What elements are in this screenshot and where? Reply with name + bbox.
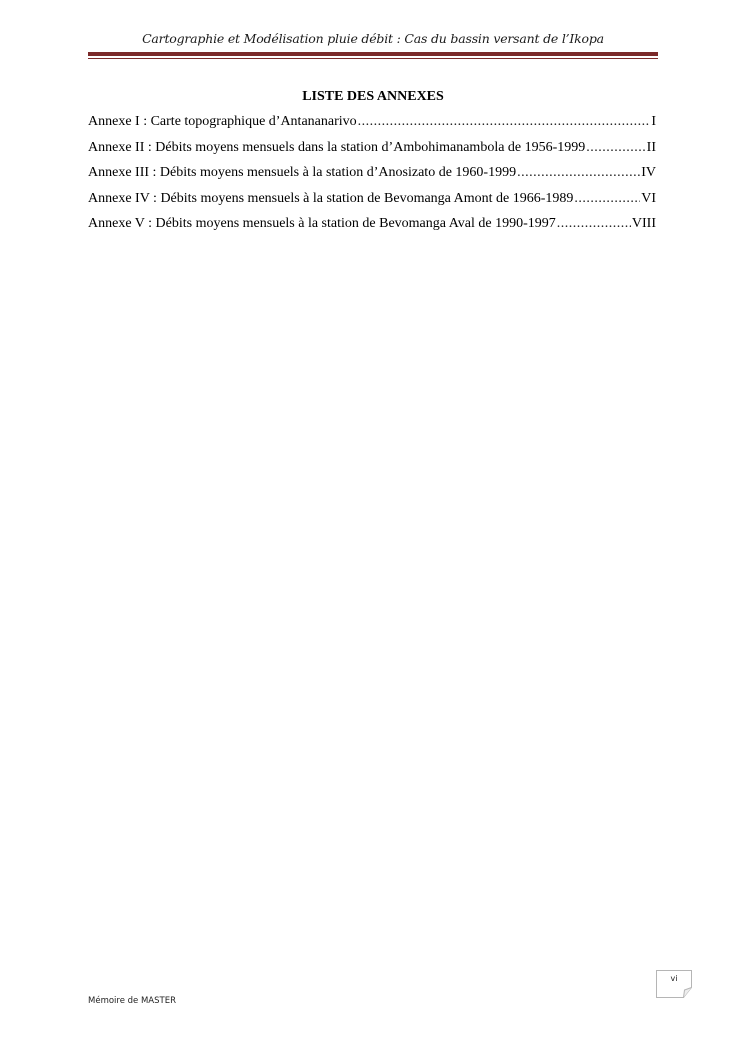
page-number-box: [656, 970, 691, 996]
dot-leader: [358, 114, 651, 130]
toc-entry-annexe-2[interactable]: [88, 140, 656, 166]
toc-entry-label: Annexe IV : Débits moyens mensuels à la station de Bevomanga Amont de 1966-1989: [88, 190, 574, 206]
dot-leader: [586, 140, 645, 156]
toc-entry-page: II: [646, 139, 656, 155]
toc-entry-label: Annexe I : Carte topographique d’Antananarivo: [88, 114, 357, 129]
dot-leader: [557, 216, 631, 232]
toc-entry-annexe-5[interactable]: [88, 216, 656, 242]
page-title: LISTE DES ANNEXES: [302, 89, 444, 104]
toc-entry-annexe-4[interactable]: [88, 191, 656, 217]
running-footer: Mémoire de MASTER: [88, 996, 176, 1006]
running-header: Cartographie et Modélisation pluie débit : Cas du bassin versant de l’Ikopa: [142, 31, 604, 46]
header-rule-thin: [88, 58, 658, 59]
page-number: vi: [670, 974, 678, 983]
toc-entry-label: Annexe II : Débits moyens mensuels dans la station d’Ambohimanambola de 1956-1999: [88, 139, 586, 155]
toc-entry-label: Annexe III : Débits moyens mensuels à la station d’Anosizato de 1960-1999: [88, 165, 517, 180]
toc-entry-page: IV: [641, 165, 656, 180]
toc-entry-annexe-1[interactable]: [88, 114, 656, 140]
toc-entry-page: VIII: [631, 216, 656, 231]
dot-leader: [574, 191, 640, 207]
dot-leader: [517, 165, 640, 181]
annex-list: [88, 114, 656, 242]
toc-entry-annexe-3[interactable]: [88, 165, 656, 191]
toc-entry-page: VI: [641, 190, 656, 206]
toc-entry-page: I: [651, 114, 656, 129]
header-rule: [88, 52, 658, 56]
toc-entry-label: Annexe V : Débits moyens mensuels à la station de Bevomanga Aval de 1990-1997: [88, 216, 556, 231]
